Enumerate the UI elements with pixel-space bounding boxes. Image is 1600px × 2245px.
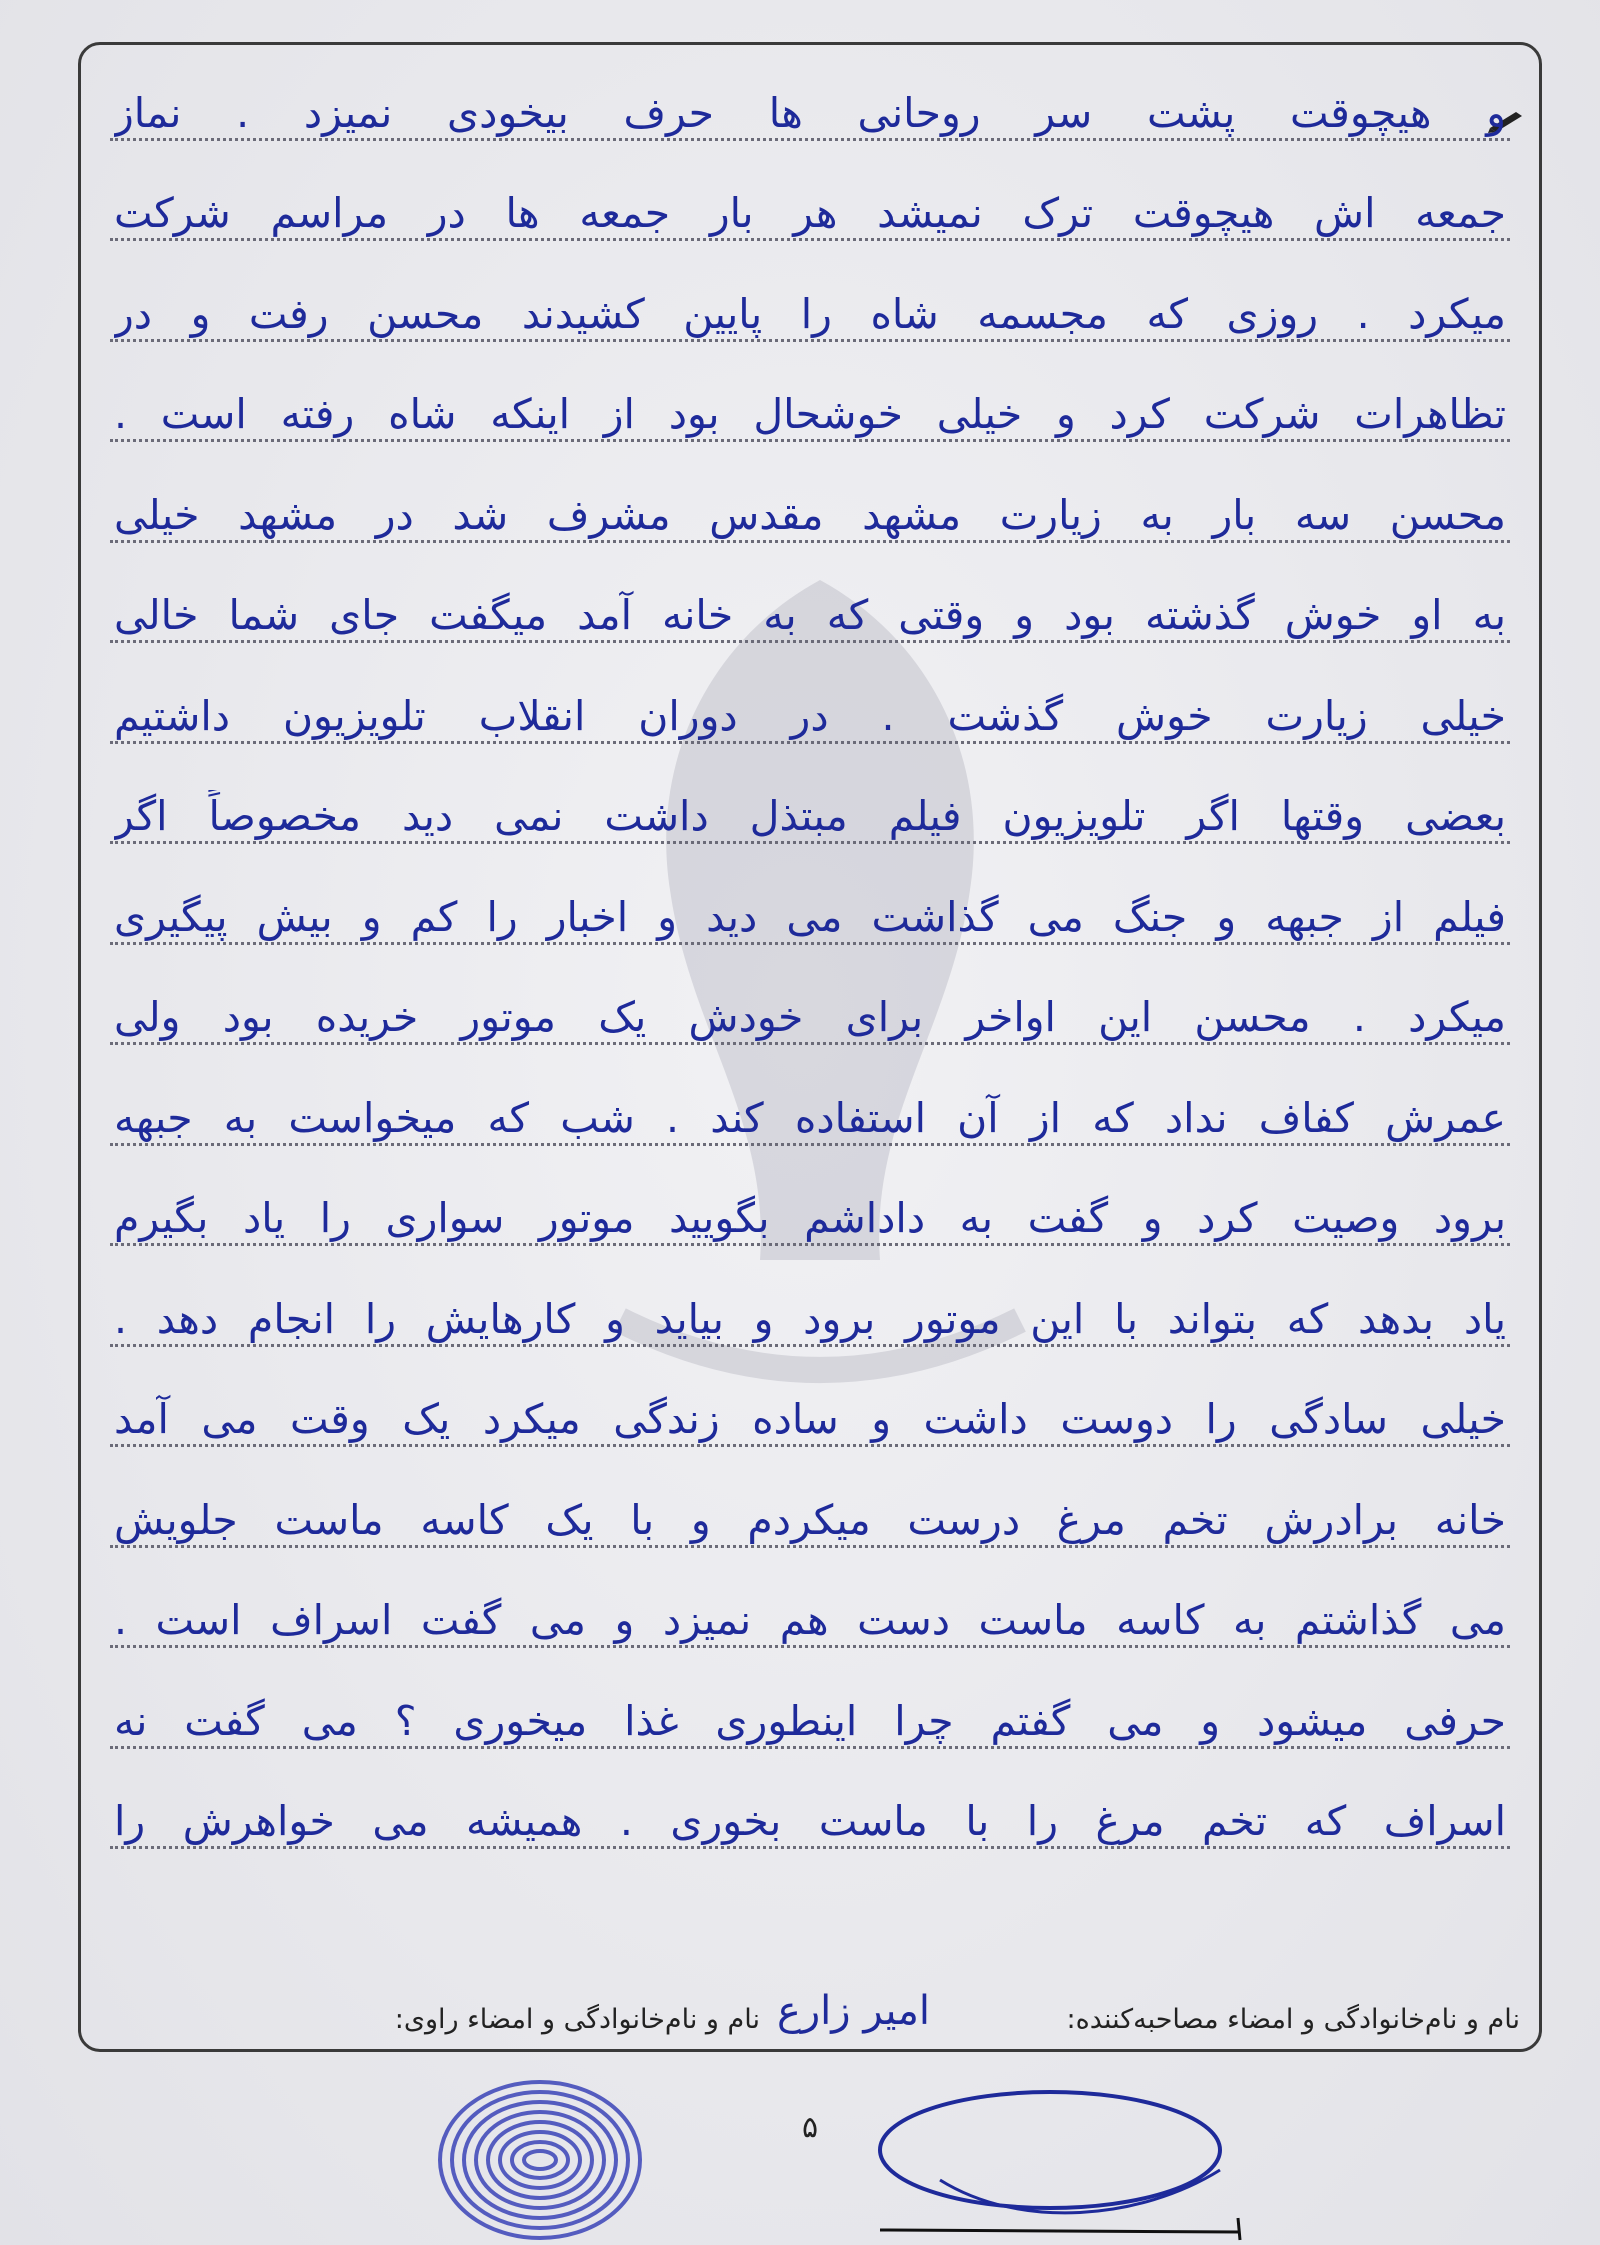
text-line [110, 1769, 1510, 1870]
text-line [110, 663, 1510, 764]
handwritten-body [110, 60, 1510, 1869]
dotted-rule [110, 540, 1510, 543]
line-text: میکرد . محسن این اواخر برای خودش یک موتور خریده بود ولی [114, 993, 1506, 1041]
line-text: حرفی میشود و می گفتم چرا اینطوری غذا میخوری ؟ می گفت نه [114, 1696, 1506, 1745]
dotted-rule [110, 841, 1510, 844]
dotted-rule [110, 238, 1510, 241]
text-line [110, 161, 1510, 262]
dotted-rule [110, 942, 1510, 945]
dotted-rule [110, 1143, 1510, 1146]
text-line [110, 1266, 1510, 1367]
text-line [110, 261, 1510, 362]
signature-footer [100, 1988, 1520, 2042]
text-line [110, 965, 1510, 1066]
line-text: برود وصیت کرد و گفت به داداشم بگویید موتور سواری را یاد بگیرم [114, 1194, 1506, 1242]
interviewer-name: امیر زارع [776, 1988, 930, 2034]
dotted-rule [110, 439, 1510, 442]
dotted-rule [110, 1243, 1510, 1246]
line-text: محسن سه بار به زیارت مشهد مقدس مشرف شد در مشهد خیلی [114, 490, 1506, 539]
text-line [110, 60, 1510, 161]
line-text: به او خوش گذشته بود و وقتی که به خانه آمد میگفت جای شما خالی [114, 591, 1506, 639]
dotted-rule [110, 339, 1510, 342]
line-text: تظاهرات شرکت کرد و خیلی خوشحال بود از اینکه شاه رفته است . [114, 390, 1506, 438]
fingerprint-icon [420, 2060, 660, 2245]
text-line [110, 1367, 1510, 1468]
line-text: عمرش کفاف نداد که از آن استفاده کند . شب که میخواست به جبهه [114, 1093, 1506, 1142]
line-text: یاد بدهد که بتواند با این موتور برود و بیاید و کارهایش را انجام دهد . [114, 1294, 1506, 1343]
dotted-rule [110, 1846, 1510, 1849]
line-text: می گذاشتم به کاسه ماست دست هم نمیزد و می گفت اسراف است . [114, 1596, 1506, 1644]
text-line [110, 462, 1510, 563]
text-line [110, 362, 1510, 463]
dotted-rule [110, 1344, 1510, 1347]
dotted-rule [110, 1645, 1510, 1648]
text-line [110, 764, 1510, 865]
text-line [110, 864, 1510, 965]
line-text: خیلی زیارت خوش گذشت . در دوران انقلاب تلویزیون داشتیم [114, 691, 1506, 740]
line-text: و هیچوقت پشت سر روحانی ها حرف بیخودی نمیزد . نماز [114, 88, 1506, 137]
dotted-rule [110, 138, 1510, 141]
dotted-rule [110, 1042, 1510, 1045]
dotted-rule [110, 640, 1510, 643]
dotted-rule [110, 1746, 1510, 1749]
dotted-rule [110, 1545, 1510, 1548]
signature-scribble [820, 2080, 1300, 2245]
page-number: ۵ [801, 2110, 819, 2145]
line-text: خیلی سادگی را دوست داشت و ساده زندگی میکرد یک وقت می آمد [114, 1395, 1506, 1443]
text-line [110, 1166, 1510, 1267]
dotted-rule [110, 1444, 1510, 1447]
text-line [110, 1065, 1510, 1166]
line-text: اسراف که تخم مرغ را با ماست بخوری . همیشه می خواهرش را [114, 1797, 1506, 1845]
line-text: جمعه اش هیچوقت ترک نمیشد هر بار جمعه ها در مراسم شرکت [114, 189, 1506, 237]
line-text: فیلم از جبهه و جنگ می گذاشت می دید و اخبار را کم و بیش پیگیری [114, 892, 1506, 941]
interviewer-label: نام و نام‌خانوادگی و امضاء مصاحبه‌کننده: [1066, 2004, 1520, 2035]
line-text: خانه برادرش تخم مرغ درست میکردم و با یک کاسه ماست جلویش [114, 1495, 1506, 1544]
text-line [110, 1467, 1510, 1568]
line-text: بعضی وقتها اگر تلویزیون فیلم مبتذل داشت نمی دید مخصوصاً اگر [114, 792, 1506, 840]
text-line [110, 563, 1510, 664]
text-line [110, 1568, 1510, 1669]
text-line [110, 1668, 1510, 1769]
dotted-rule [110, 741, 1510, 744]
narrator-label: نام و نام‌خانوادگی و امضاء راوی: [394, 2004, 760, 2035]
line-text: میکرد . روزی که مجسمه شاه را پایین کشیدند محسن رفت و در [114, 289, 1506, 338]
